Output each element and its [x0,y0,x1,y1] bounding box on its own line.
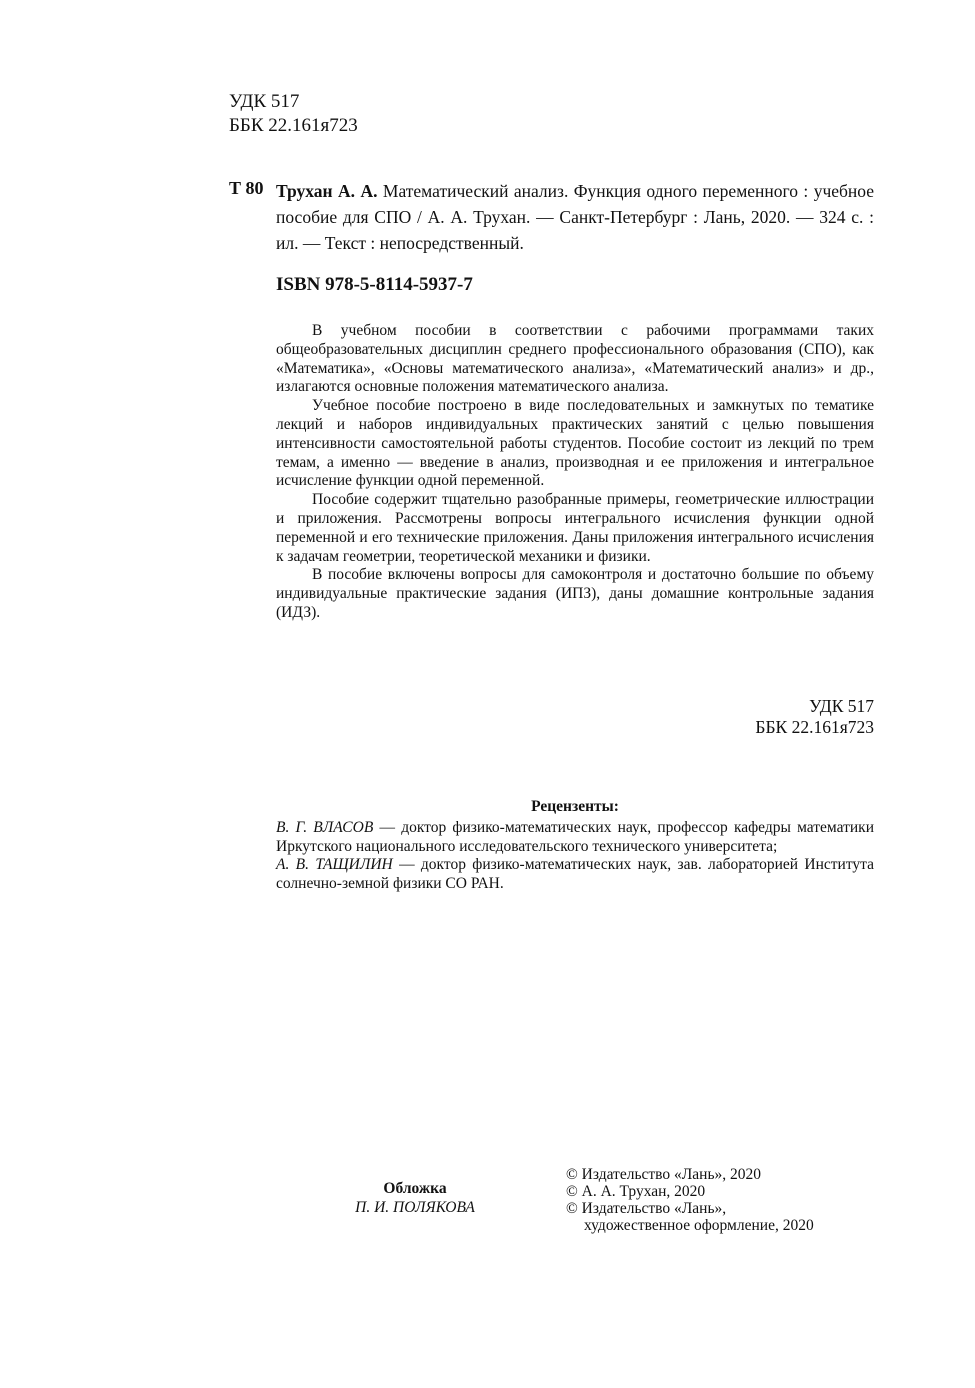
copyright-block [566,1166,814,1234]
annotation-paragraph: Пособие содержит тщательно разобранные примеры, геометрические иллюстрации и приложения. Рассмотрены вопросы интегрального исчисления функции одной переменной и его технические приложения. Даны приложения интегрального исчисления к задачам геометрии, теоретической механики и физики. [276,491,874,565]
reviewer-name: А. В. ТАЩИЛИН [276,856,393,874]
copyright-line: © Издательство «Лань», [566,1200,727,1217]
record-author: Трухан А. А. [276,181,378,201]
classification-bottom [755,696,874,738]
annotation-paragraph: В учебном пособии в соответствии с рабочими программами таких общеобразовательных дисциплин среднего профессионального образования (СПО), как «Математика», «Основы математического анализа», «Математический анализ» и др., излагаются основные положения математического анализа. [276,322,874,396]
annotation [276,322,874,623]
record-description: Математический анализ. Функция одного переменного : учебное пособие для СПО / А. А. Трухан. — Санкт-Петербург : Лань, 2020. — 324 с. : ил. — Текст : непосредственный. [276,181,875,253]
reviewer-entry [276,856,874,894]
reviewer-credentials: — доктор физико-математических наук, профессор кафедры математики Иркутского национального исследовательского технического университета; [276,818,874,855]
reviewers-section [276,798,874,894]
udk-code: УДК 517 [809,696,874,716]
copyright-line: художественное оформление, 2020 [584,1217,814,1234]
bbk-code: ББК 22.161я723 [755,717,874,737]
isbn: ISBN 978-5-8114-5937-7 [276,274,473,295]
reviewers-heading: Рецензенты: [531,798,619,815]
reviewer-credentials: — доктор физико-математических наук, зав. лабораторией Института солнечно-земной физики СО РАН. [276,856,875,893]
bbk-code: ББК 22.161я723 [229,115,358,136]
reviewer-name: В. Г. ВЛАСОВ [276,818,374,836]
copyright-line: © А. А. Трухан, 2020 [566,1183,706,1200]
author-mark: Т 80 [229,178,264,198]
udk-code: УДК 517 [229,91,300,112]
classification-top [229,90,358,138]
annotation-paragraph: В пособие включены вопросы для самоконтроля и достаточно большие по объему индивидуальные практические задания (ИПЗ), даны домашние контрольные задания (ИДЗ). [276,566,874,621]
cover-designer: П. И. ПОЛЯКОВА [355,1198,475,1216]
annotation-paragraph: Учебное пособие построено в виде последовательных и замкнутых по тематике лекций и наборов индивидуальных практических занятий с целью повышения интенсивности самостоятельной работы студентов. Пособие состоит из лекций по трем темам, а именно — введение в анализ, производная и ее приложения и интегральное исчисление функции одной переменной. [276,397,874,490]
copyright-line: © Издательство «Лань», 2020 [566,1166,762,1183]
cover-credit [330,1180,500,1218]
reviewer-entry [276,819,874,857]
cover-label: Обложка [383,1180,447,1197]
bibliographic-record [276,178,874,256]
